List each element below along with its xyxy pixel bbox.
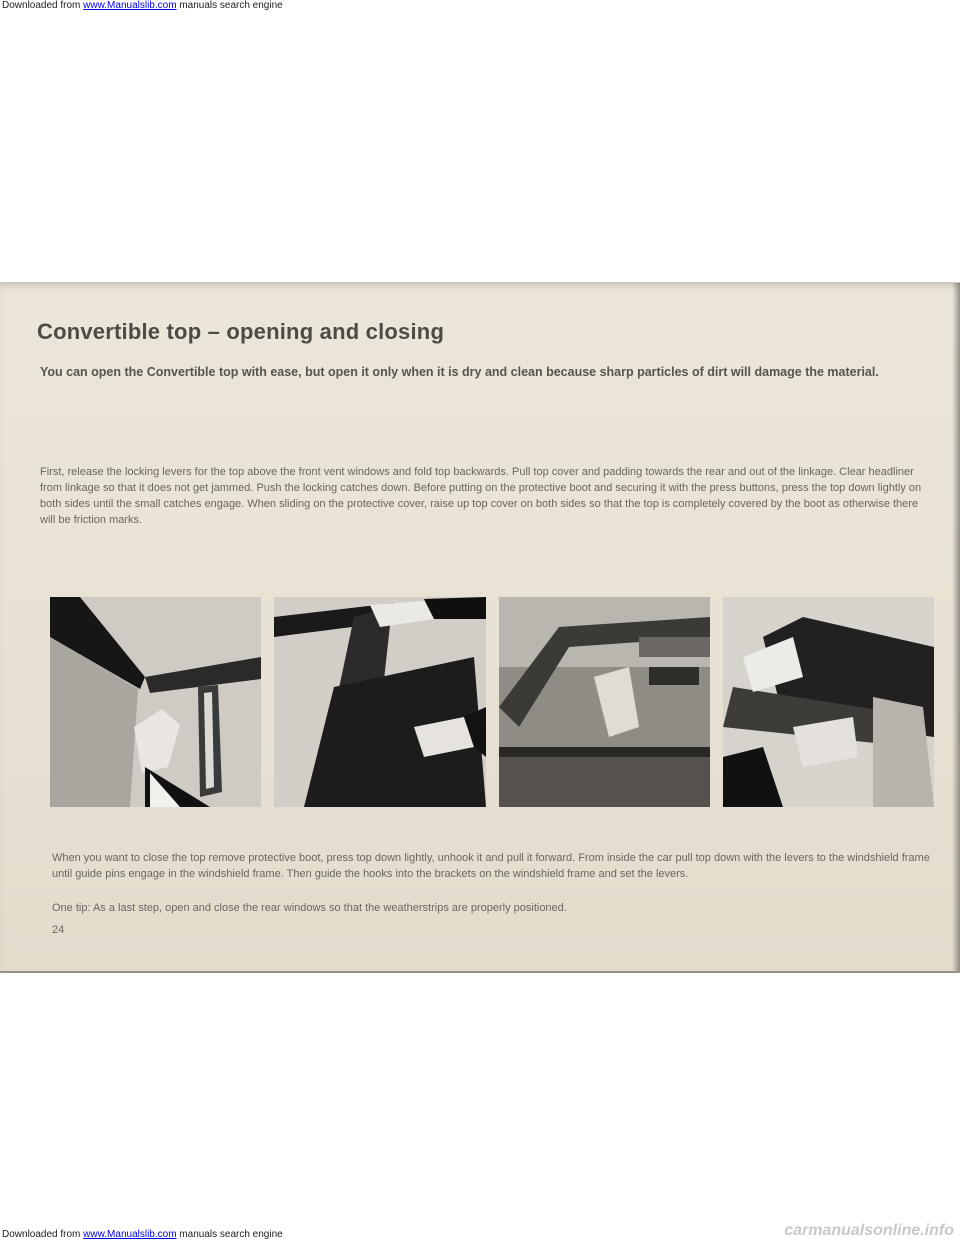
download-watermark-top: Downloaded from www.Manualslib.com manuals search engine — [2, 0, 283, 11]
download-watermark-bottom: Downloaded from www.Manualslib.com manuals search engine — [2, 1229, 283, 1240]
manual-page — [0, 282, 960, 973]
lead-paragraph: You can open the Convertible top with ease, but open it only when it is dry and clean because sharp particles of dirt will damage the material. — [40, 365, 879, 379]
closing-instructions: When you want to close the top remove protective boot, press top down lightly, unhook it and pull it forward. From inside the car pull top down with the levers to the windshield frame until guide pins engage in the windshield frame. Then guide the hooks into the brackets on the windshield frame and set the levers. — [52, 852, 930, 880]
page-title: Convertible top – opening and closing — [37, 319, 445, 344]
site-logo: carmanualsonline.info — [784, 1222, 954, 1239]
photo-fold-top — [274, 597, 486, 807]
photo-protective-boot — [723, 597, 934, 807]
tip-paragraph: One tip: As a last step, open and close the rear windows so that the weatherstrips are properly positioned. — [52, 902, 567, 914]
page-edge-shadow — [952, 283, 960, 971]
page-number: 24 — [52, 924, 65, 936]
photo-release-lever — [50, 597, 261, 807]
photo-rear-window — [499, 597, 710, 807]
manualslib-link-top[interactable]: www.Manualslib.com — [83, 0, 177, 11]
opening-instructions: First, release the locking levers for the top above the front vent windows and fold top backwards. Pull top cover and padding towards the rear and out of the linkage. Clear headliner from linkage so that it does not get jammed. Push the locking catches down. Before putting on the protective boot and securing it with the press buttons, press the top down lightly on both sides until the small catches engage. When sliding on the protective cover, raise up top cover on both sides so that the top is completely covered by the boot as otherwise there will be friction marks. — [40, 466, 922, 526]
manualslib-link-bottom[interactable]: www.Manualslib.com — [83, 1229, 177, 1240]
